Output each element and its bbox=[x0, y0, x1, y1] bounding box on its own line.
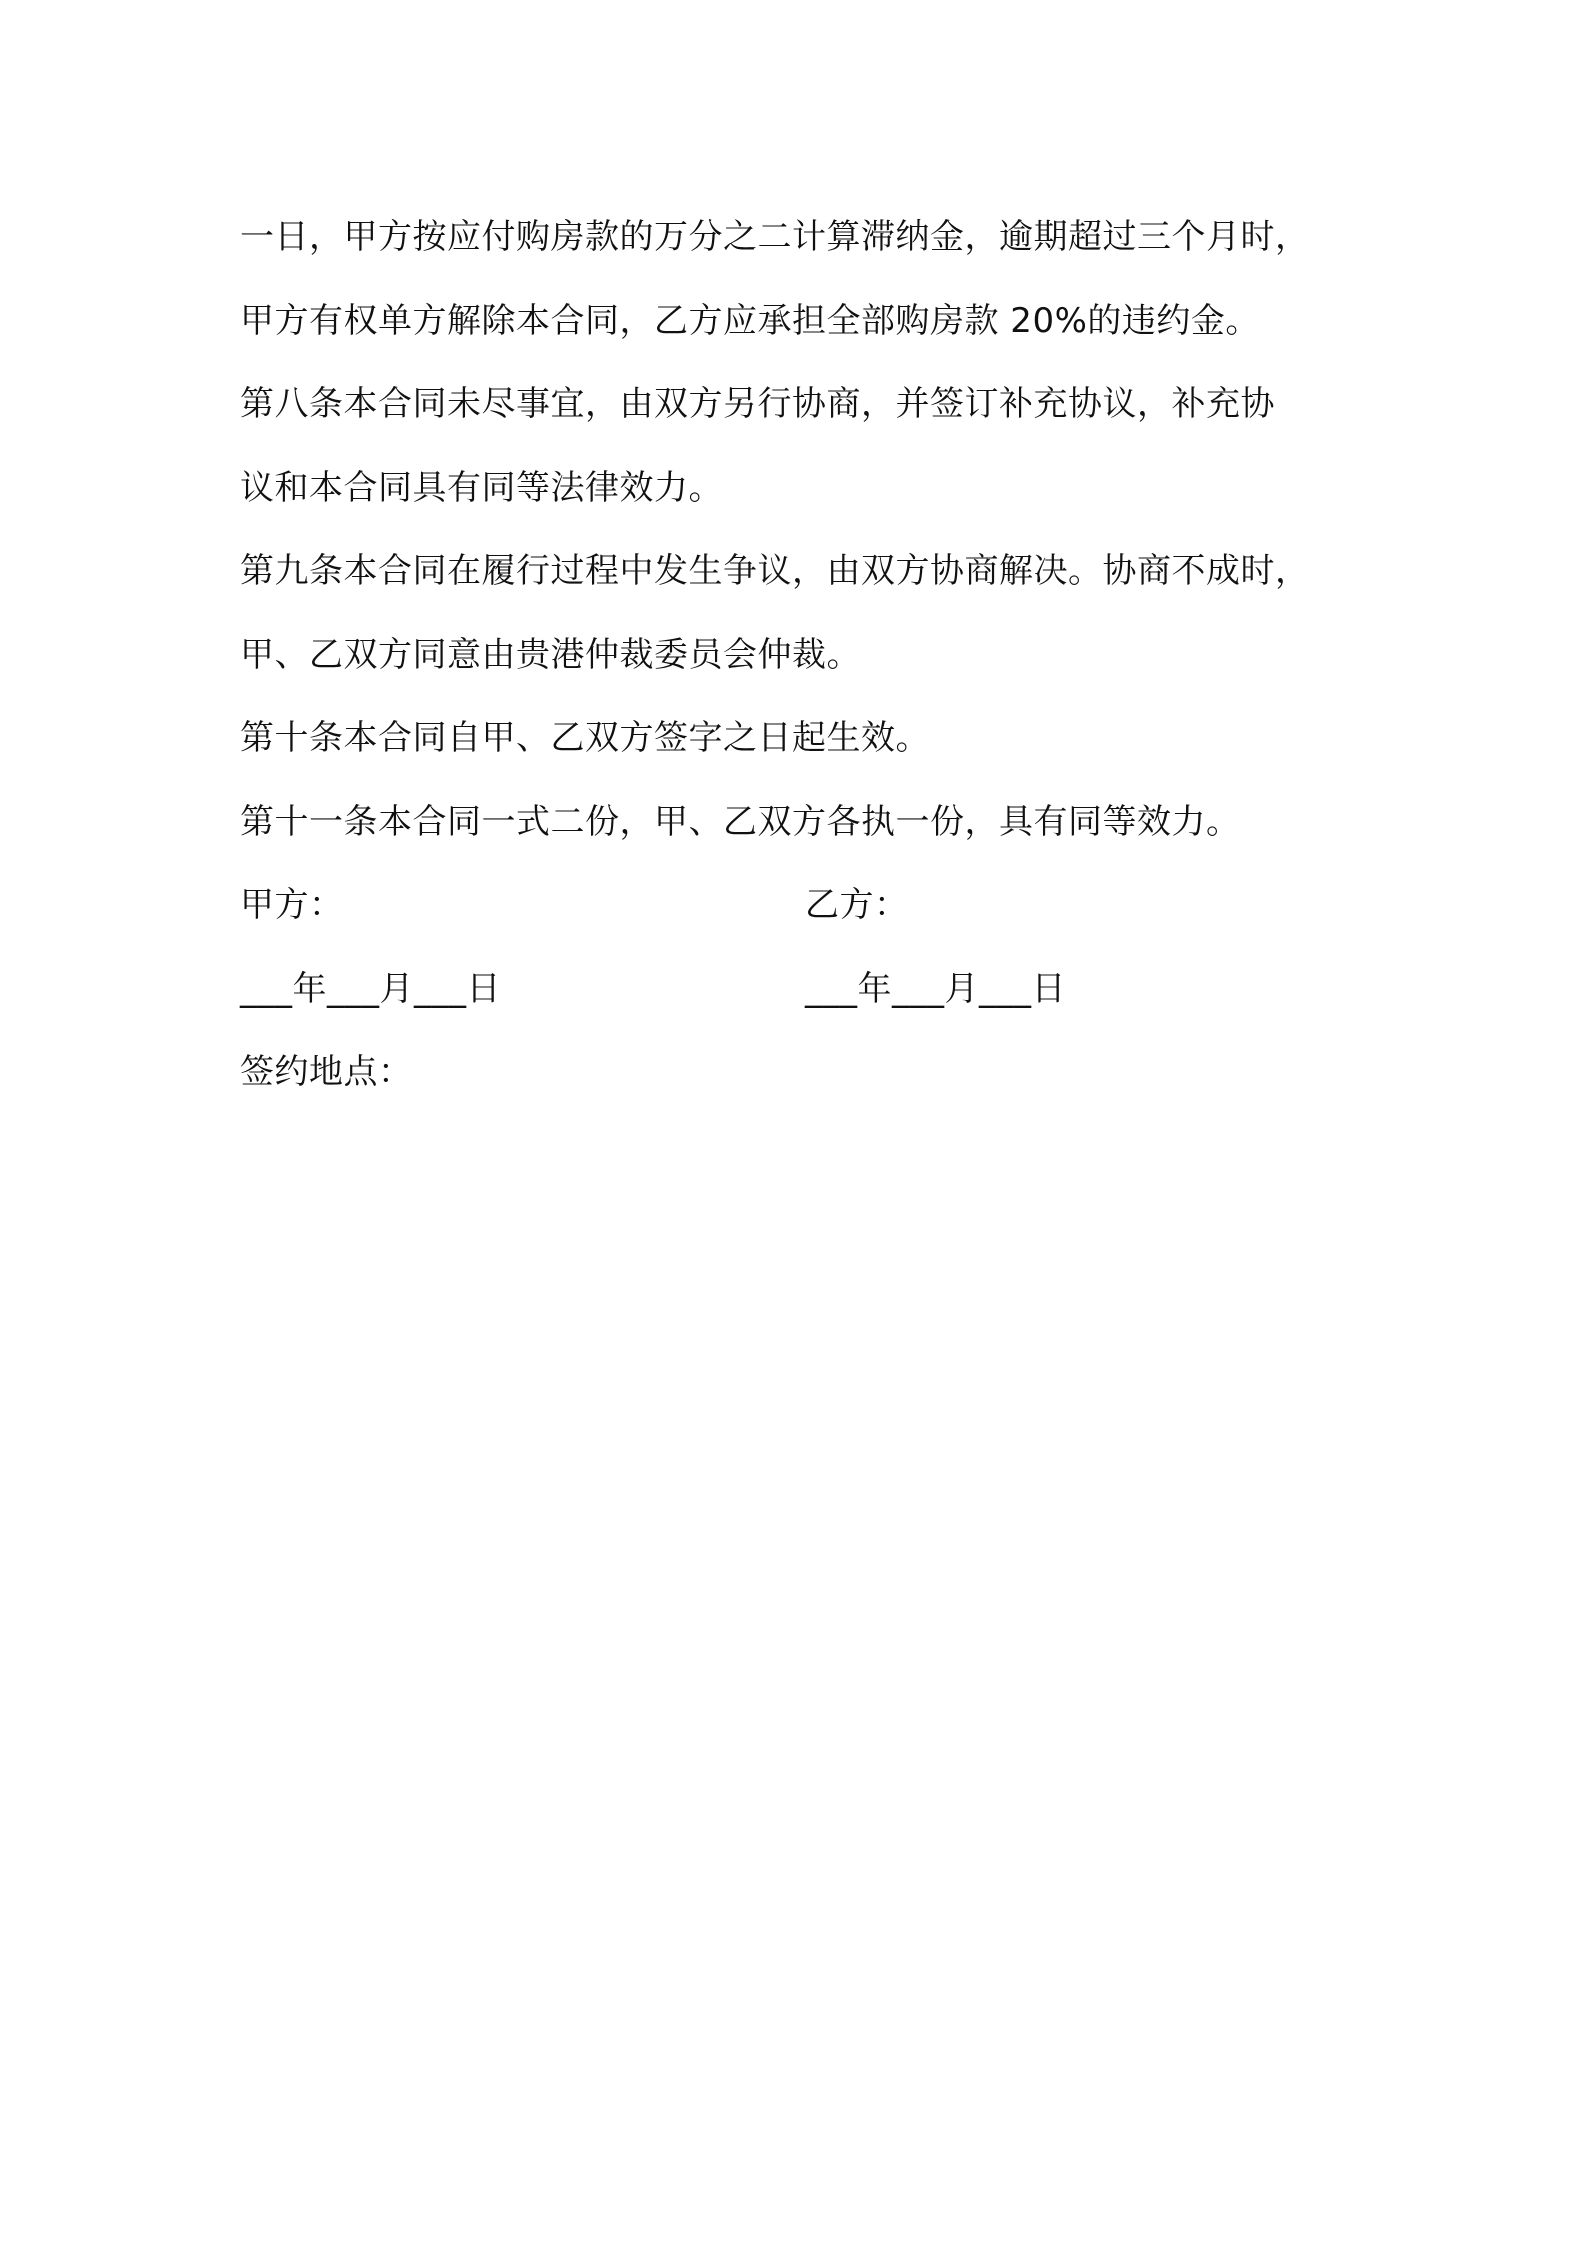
paragraph-line: 第十一条本合同一式二份，甲、乙双方各执一份，具有同等效力。 bbox=[240, 801, 1241, 842]
party-b-label: 乙方： bbox=[805, 885, 909, 925]
document-body bbox=[240, 196, 1360, 1115]
paragraph-line: 甲、乙双方同意由贵港仲裁委员会仲裁。 bbox=[240, 634, 861, 675]
paragraph-line: 第九条本合同在履行过程中发生争议，由双方协商解决。协商不成时， bbox=[240, 551, 1310, 591]
party-a-date: ___年___月___日 bbox=[240, 968, 501, 1009]
paragraph-line: 第八条本合同未尽事宜，由双方另行协商，并签订补充协议，补充协 bbox=[240, 384, 1275, 424]
signing-location-label: 签约地点： bbox=[240, 1052, 413, 1092]
paragraph-line: 一日，甲方按应付购房款的万分之二计算滞纳金，逾期超过三个月时， bbox=[240, 217, 1310, 257]
paragraph-line: 议和本合同具有同等法律效力。 bbox=[240, 467, 723, 508]
signature-dates-row bbox=[240, 948, 1360, 1032]
paragraph-line: 第十条本合同自甲、乙双方签字之日起生效。 bbox=[240, 718, 930, 758]
signature-parties-row bbox=[240, 864, 1360, 948]
party-b-date: ___年___月___日 bbox=[805, 968, 1066, 1009]
paragraph-line: 甲方有权单方解除本合同，乙方应承担全部购房款 20%的违约金。 bbox=[240, 300, 1260, 341]
party-a-label: 甲方： bbox=[240, 885, 344, 925]
